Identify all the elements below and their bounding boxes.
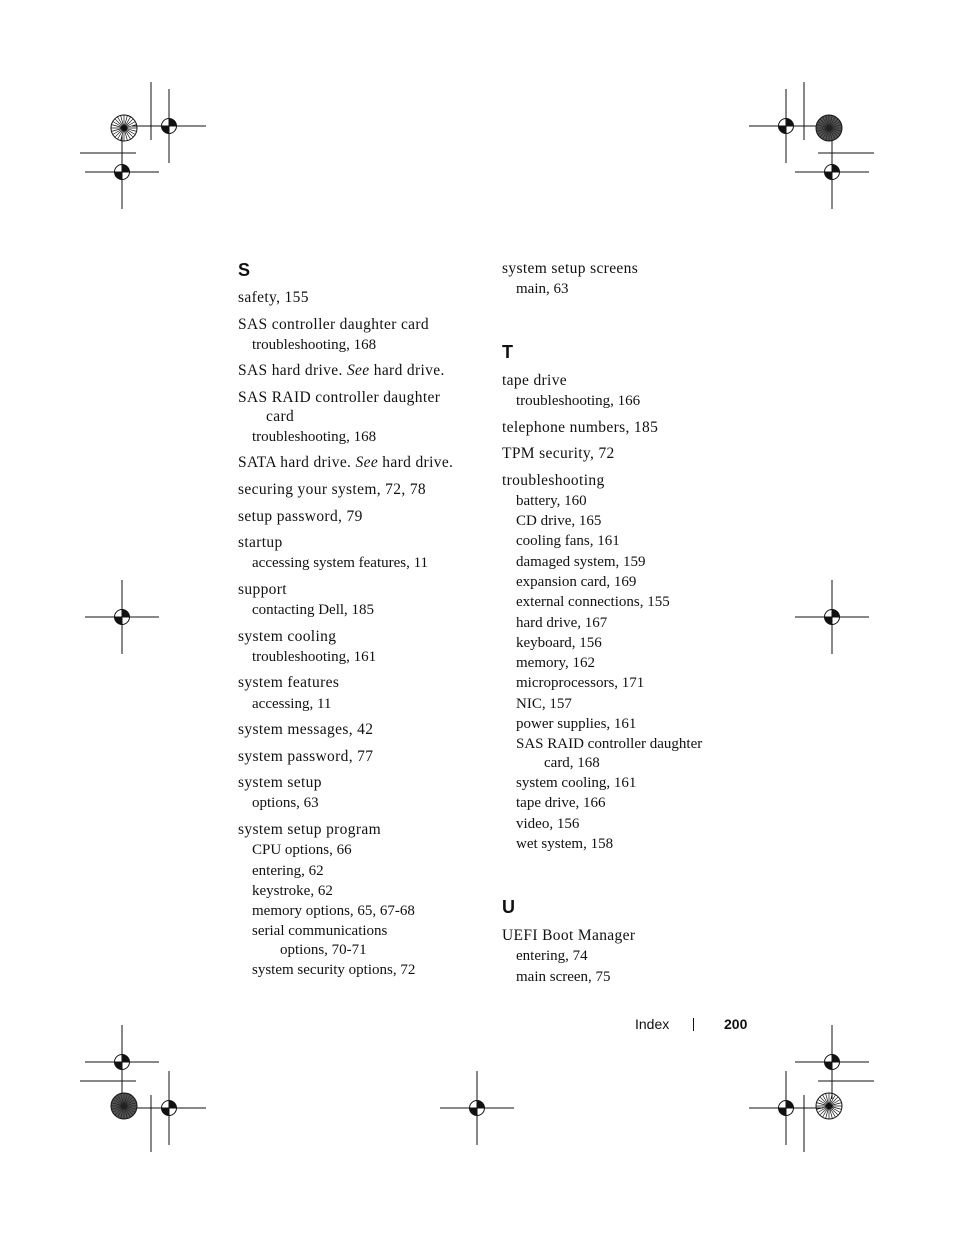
index-entry: system messages, 42 bbox=[238, 721, 374, 738]
index-subentry: keyboard, 156 bbox=[516, 635, 602, 651]
index-subentry: microprocessors, 171 bbox=[516, 675, 645, 691]
index-entry: startup bbox=[238, 534, 283, 551]
index-entry: system setup program bbox=[238, 821, 382, 838]
index-subentry: SAS RAID controller daughter bbox=[516, 736, 703, 752]
see-reference-target: hard drive. bbox=[378, 454, 454, 471]
see-reference-word: See bbox=[355, 454, 379, 471]
index-subentry: video, 156 bbox=[516, 816, 580, 832]
see-reference-target: hard drive. bbox=[369, 362, 445, 379]
index-entry: telephone numbers, 185 bbox=[502, 419, 659, 436]
index-entry-text: SATA hard drive. bbox=[238, 454, 356, 471]
index-subentry: tape drive, 166 bbox=[516, 795, 606, 811]
index-subentry: main screen, 75 bbox=[516, 969, 611, 985]
index-entry: setup password, 79 bbox=[238, 508, 363, 525]
index-subentry: options, 63 bbox=[252, 795, 319, 811]
index-entry: securing your system, 72, 78 bbox=[238, 481, 427, 498]
index-subentry: accessing, 11 bbox=[252, 696, 332, 712]
index-entry-see-reference bbox=[238, 361, 445, 381]
see-reference-word: See bbox=[346, 362, 370, 379]
index-subentry: external connections, 155 bbox=[516, 594, 670, 610]
index-letter-heading: U bbox=[502, 897, 515, 917]
index-subentry: troubleshooting, 161 bbox=[252, 649, 377, 665]
footer-page-number: 200 bbox=[724, 1016, 748, 1032]
index-entry: tape drive bbox=[502, 372, 568, 389]
index-entry: safety, 155 bbox=[238, 289, 309, 306]
index-subentry: contacting Dell, 185 bbox=[252, 602, 375, 618]
index-subentry: entering, 74 bbox=[516, 948, 588, 964]
index-subentry: serial communications bbox=[252, 923, 388, 939]
index-subentry: battery, 160 bbox=[516, 493, 587, 509]
index-subentry: entering, 62 bbox=[252, 863, 324, 879]
index-entry: UEFI Boot Manager bbox=[502, 927, 636, 944]
index-subentry: troubleshooting, 168 bbox=[252, 337, 377, 353]
starburst-rays bbox=[111, 115, 137, 141]
index-entry: troubleshooting bbox=[502, 472, 605, 489]
index-letter-heading: S bbox=[238, 260, 251, 280]
index-entry: system cooling bbox=[238, 628, 337, 645]
index-entry: system features bbox=[238, 674, 340, 691]
index-subentry-continuation: options, 70-71 bbox=[280, 942, 367, 958]
index-entry: support bbox=[238, 581, 287, 598]
index-subentry: CPU options, 66 bbox=[252, 842, 352, 858]
footer-separator bbox=[693, 1018, 694, 1031]
index-subentry: keystroke, 62 bbox=[252, 883, 333, 899]
index-subentry: hard drive, 167 bbox=[516, 615, 608, 631]
index-subentry: accessing system features, 11 bbox=[252, 555, 429, 571]
index-subentry: system cooling, 161 bbox=[516, 775, 637, 791]
index-subentry: troubleshooting, 166 bbox=[516, 393, 641, 409]
index-subentry: expansion card, 169 bbox=[516, 574, 637, 590]
index-subentry: wet system, 158 bbox=[516, 836, 614, 852]
index-subentry: system security options, 72 bbox=[252, 962, 416, 978]
index-subentry: damaged system, 159 bbox=[516, 554, 646, 570]
index-subentry: power supplies, 161 bbox=[516, 716, 637, 732]
index-subentry: memory, 162 bbox=[516, 655, 596, 671]
footer-section-label: Index bbox=[635, 1016, 670, 1032]
index-subentry: troubleshooting, 168 bbox=[252, 429, 377, 445]
index-subentry: NIC, 157 bbox=[516, 696, 572, 712]
index-subentry: CD drive, 165 bbox=[516, 513, 602, 529]
index-subentry: cooling fans, 161 bbox=[516, 533, 620, 549]
index-entry: SAS RAID controller daughter bbox=[238, 389, 441, 406]
index-subentry: main, 63 bbox=[516, 281, 569, 297]
index-entry-continuation: card bbox=[266, 408, 295, 425]
index-entry: SAS controller daughter card bbox=[238, 316, 430, 333]
index-subentry: memory options, 65, 67-68 bbox=[252, 903, 415, 919]
index-entry: system password, 77 bbox=[238, 748, 374, 765]
index-entry-text: SAS hard drive. bbox=[238, 362, 347, 379]
index-letter-heading: T bbox=[502, 342, 513, 362]
starburst-rays bbox=[816, 1093, 842, 1119]
index-entry: system setup screens bbox=[502, 260, 639, 277]
index-entry-see-reference bbox=[238, 453, 453, 473]
gray-balance-texture bbox=[111, 1093, 137, 1119]
index-entry: TPM security, 72 bbox=[502, 445, 615, 462]
index-subentry-continuation: card, 168 bbox=[544, 755, 600, 771]
gray-balance-texture bbox=[816, 115, 842, 141]
index-entry: system setup bbox=[238, 774, 322, 791]
